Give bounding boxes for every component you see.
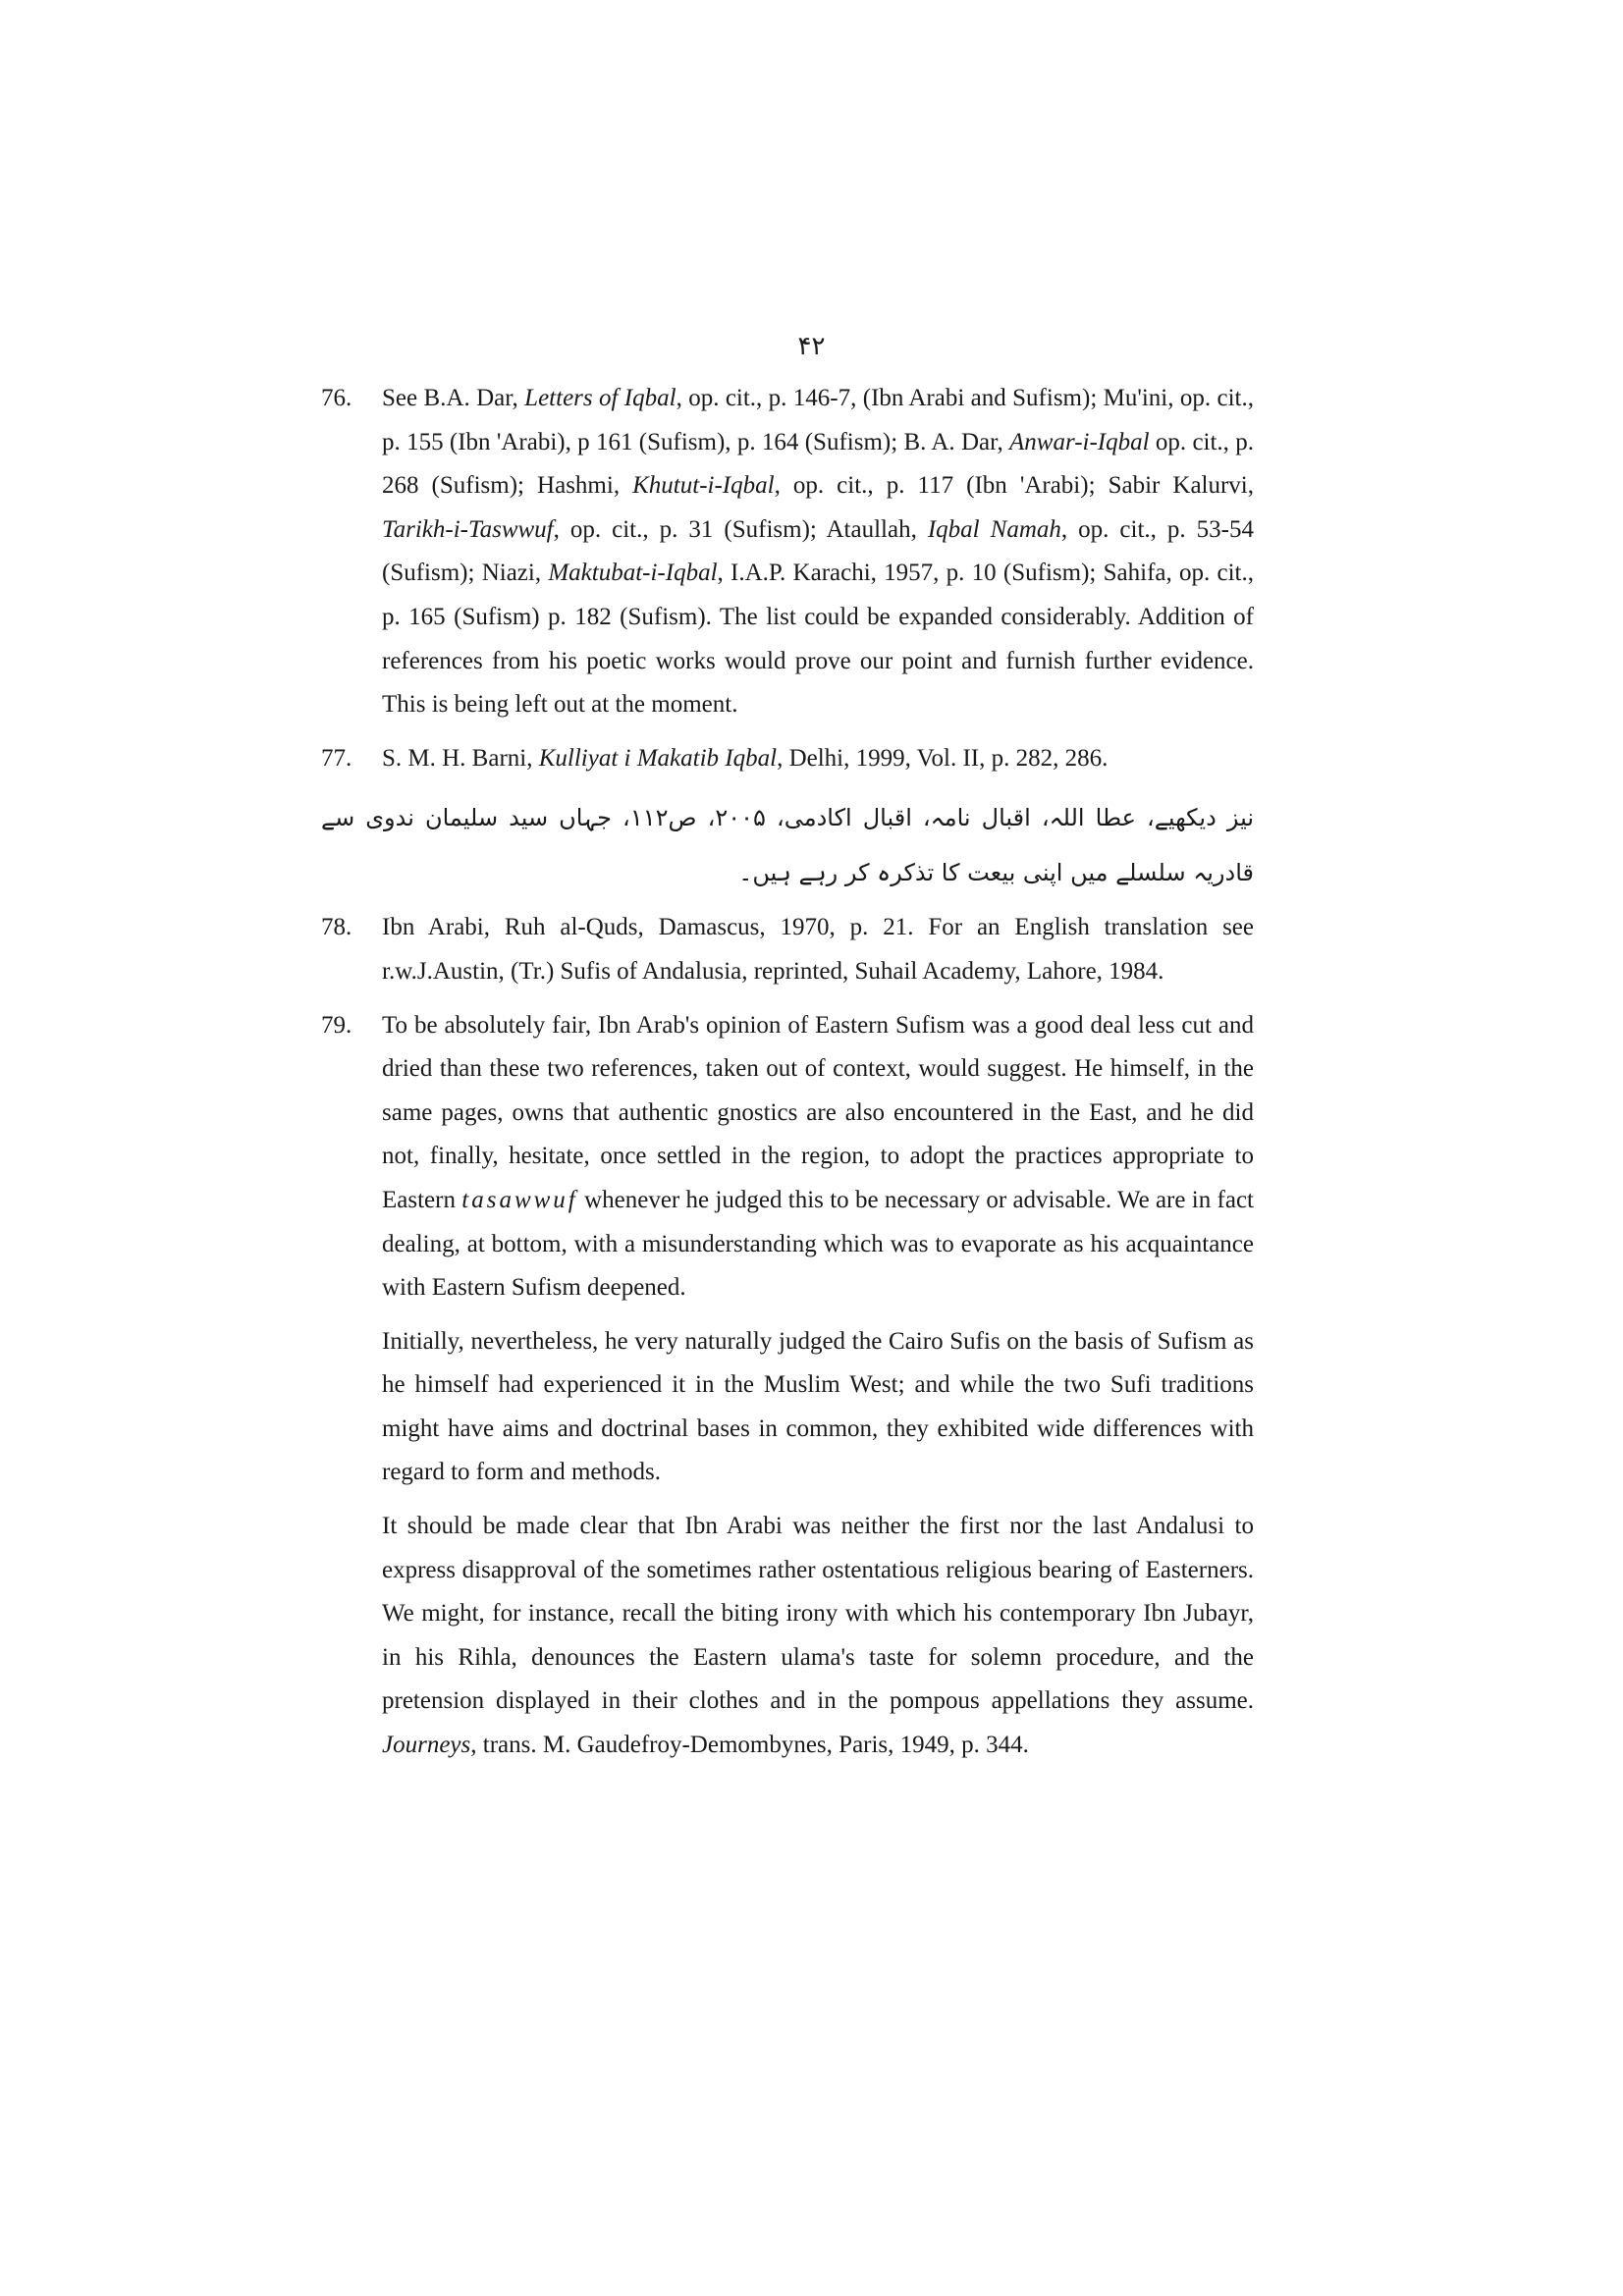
endnote-text bbox=[382, 737, 1254, 781]
endnote-77 bbox=[321, 737, 1254, 781]
text-run: , op. cit., p. 31 (Sufism); Ataullah, bbox=[553, 515, 928, 543]
italic-term: tasawwuf bbox=[461, 1186, 578, 1213]
text-run: To be absolutely fair, Ibn Arab's opinion of Eastern Sufism was a good deal less cut and dried than these two references, taken out of context, would suggest. He himself, in the same pages, owns that authentic gnostics are also encountered in the East, and he did not, finally, hesitate, once settled in the region, to adopt the practices appropriate to Eastern bbox=[382, 1011, 1254, 1213]
endnote-76 bbox=[321, 377, 1254, 727]
text-run: See B.A. Dar, bbox=[382, 385, 525, 411]
book-title: Tarikh-i-Taswwuf bbox=[382, 515, 554, 543]
text-run: , op. cit., p. 53-54 (Sufism); Niazi, bbox=[382, 515, 1254, 587]
endnote-number: 78. bbox=[321, 914, 352, 941]
book-title: Iqbal Namah bbox=[927, 515, 1061, 543]
text-run: It should be made clear that Ibn Arabi was neither the first nor the last Andalusi to express disapproval of the sometimes rather ostentatious religious bearing of Easterners. We might, for instance, recall the biting irony with which his contemporary Ibn Jubayr, in his Rihla, denounces the Eastern ulama's taste for solemn procedure, and the pretension displayed in their clothes and in the pompous appellations they assume. bbox=[382, 1513, 1254, 1715]
endnote-78 bbox=[321, 906, 1254, 993]
endnote-paragraph-2: Initially, nevertheless, he very naturally judged the Cairo Sufis on the basis of Sufism as he himself had experienced it in the Muslim West; and while the two Sufi traditions might have aims and doctrinal bases in common, they exhibited wide differences with regard to form and methods. bbox=[382, 1327, 1254, 1486]
book-title: Anwar-i-Iqbal bbox=[1009, 428, 1150, 455]
urdu-note: نیز دیکھیے، عطا اللہ، اقبال نامہ، اقبال اکادمی، ۲۰۰۵، ص۱۱۲، جہاں سید سلیمان ندوی سے قادریہ سلسلے میں اپنی بیعت کا تذکرہ کر رہے ہیں۔ bbox=[321, 804, 1255, 887]
text-run: , op. cit., p. 146-7, (Ibn Arabi and Sufism); Mu'ini, op. cit., p. 155 (Ibn 'Arabi), p 161 (Sufism), p. 164 (Sufism); B. A. Dar, bbox=[382, 385, 1254, 455]
text-run: , Delhi, 1999, Vol. II, p. 282, 286. bbox=[777, 744, 1109, 772]
book-title: Letters of Iqbal bbox=[524, 385, 676, 411]
endnote-number: 76. bbox=[321, 385, 352, 411]
text-run: S. M. H. Barni, bbox=[382, 744, 539, 772]
book-title: Kulliyat i Makatib Iqbal bbox=[538, 744, 778, 772]
endnote-number: 77. bbox=[321, 744, 352, 772]
text-run: , trans. M. Gaudefroy-Demombynes, Paris, 1949, p. 344. bbox=[470, 1732, 1029, 1759]
endnote-79 bbox=[321, 1004, 1254, 1768]
text-run: op. cit., p. 268 (Sufism); Hashmi, bbox=[382, 428, 1254, 500]
book-title: Khutut-i-Iqbal bbox=[632, 472, 775, 500]
endnotes bbox=[321, 377, 1254, 1778]
book-title: Journeys bbox=[382, 1732, 471, 1759]
book-title: Maktubat-i-Iqbal bbox=[548, 560, 718, 587]
endnote-paragraph-3 bbox=[382, 1505, 1254, 1768]
page-number: ۴۲ bbox=[797, 332, 826, 361]
endnote-paragraph-1 bbox=[382, 1004, 1254, 1310]
endnote-text bbox=[382, 377, 1254, 727]
endnote-number: 79. bbox=[321, 1011, 352, 1039]
text-run: , op. cit., p. 117 (Ibn 'Arabi); Sabir Kalurvi, bbox=[774, 472, 1255, 500]
text-run: whenever he judged this to be necessary or advisable. We are in fact dealing, at bottom, with a misunderstanding which was to evaporate as his acquaintance with Eastern Sufism deepened. bbox=[382, 1186, 1254, 1302]
text-run: , I.A.P. Karachi, 1957, p. 10 (Sufism); Sahifa, op. cit., p. 165 (Sufism) p. 182 (Sufism). The list could be expanded considerably. Addition of references from his poetic works would prove our point and furnish further evidence. This is being left out at the moment. bbox=[382, 560, 1254, 719]
endnote-text: Ibn Arabi, Ruh al-Quds, Damascus, 1970, p. 21. For an English translation see r.w.J.Austin, (Tr.) Sufis of Andalusia, reprinted, Suhail Academy, Lahore, 1984. bbox=[382, 914, 1254, 985]
